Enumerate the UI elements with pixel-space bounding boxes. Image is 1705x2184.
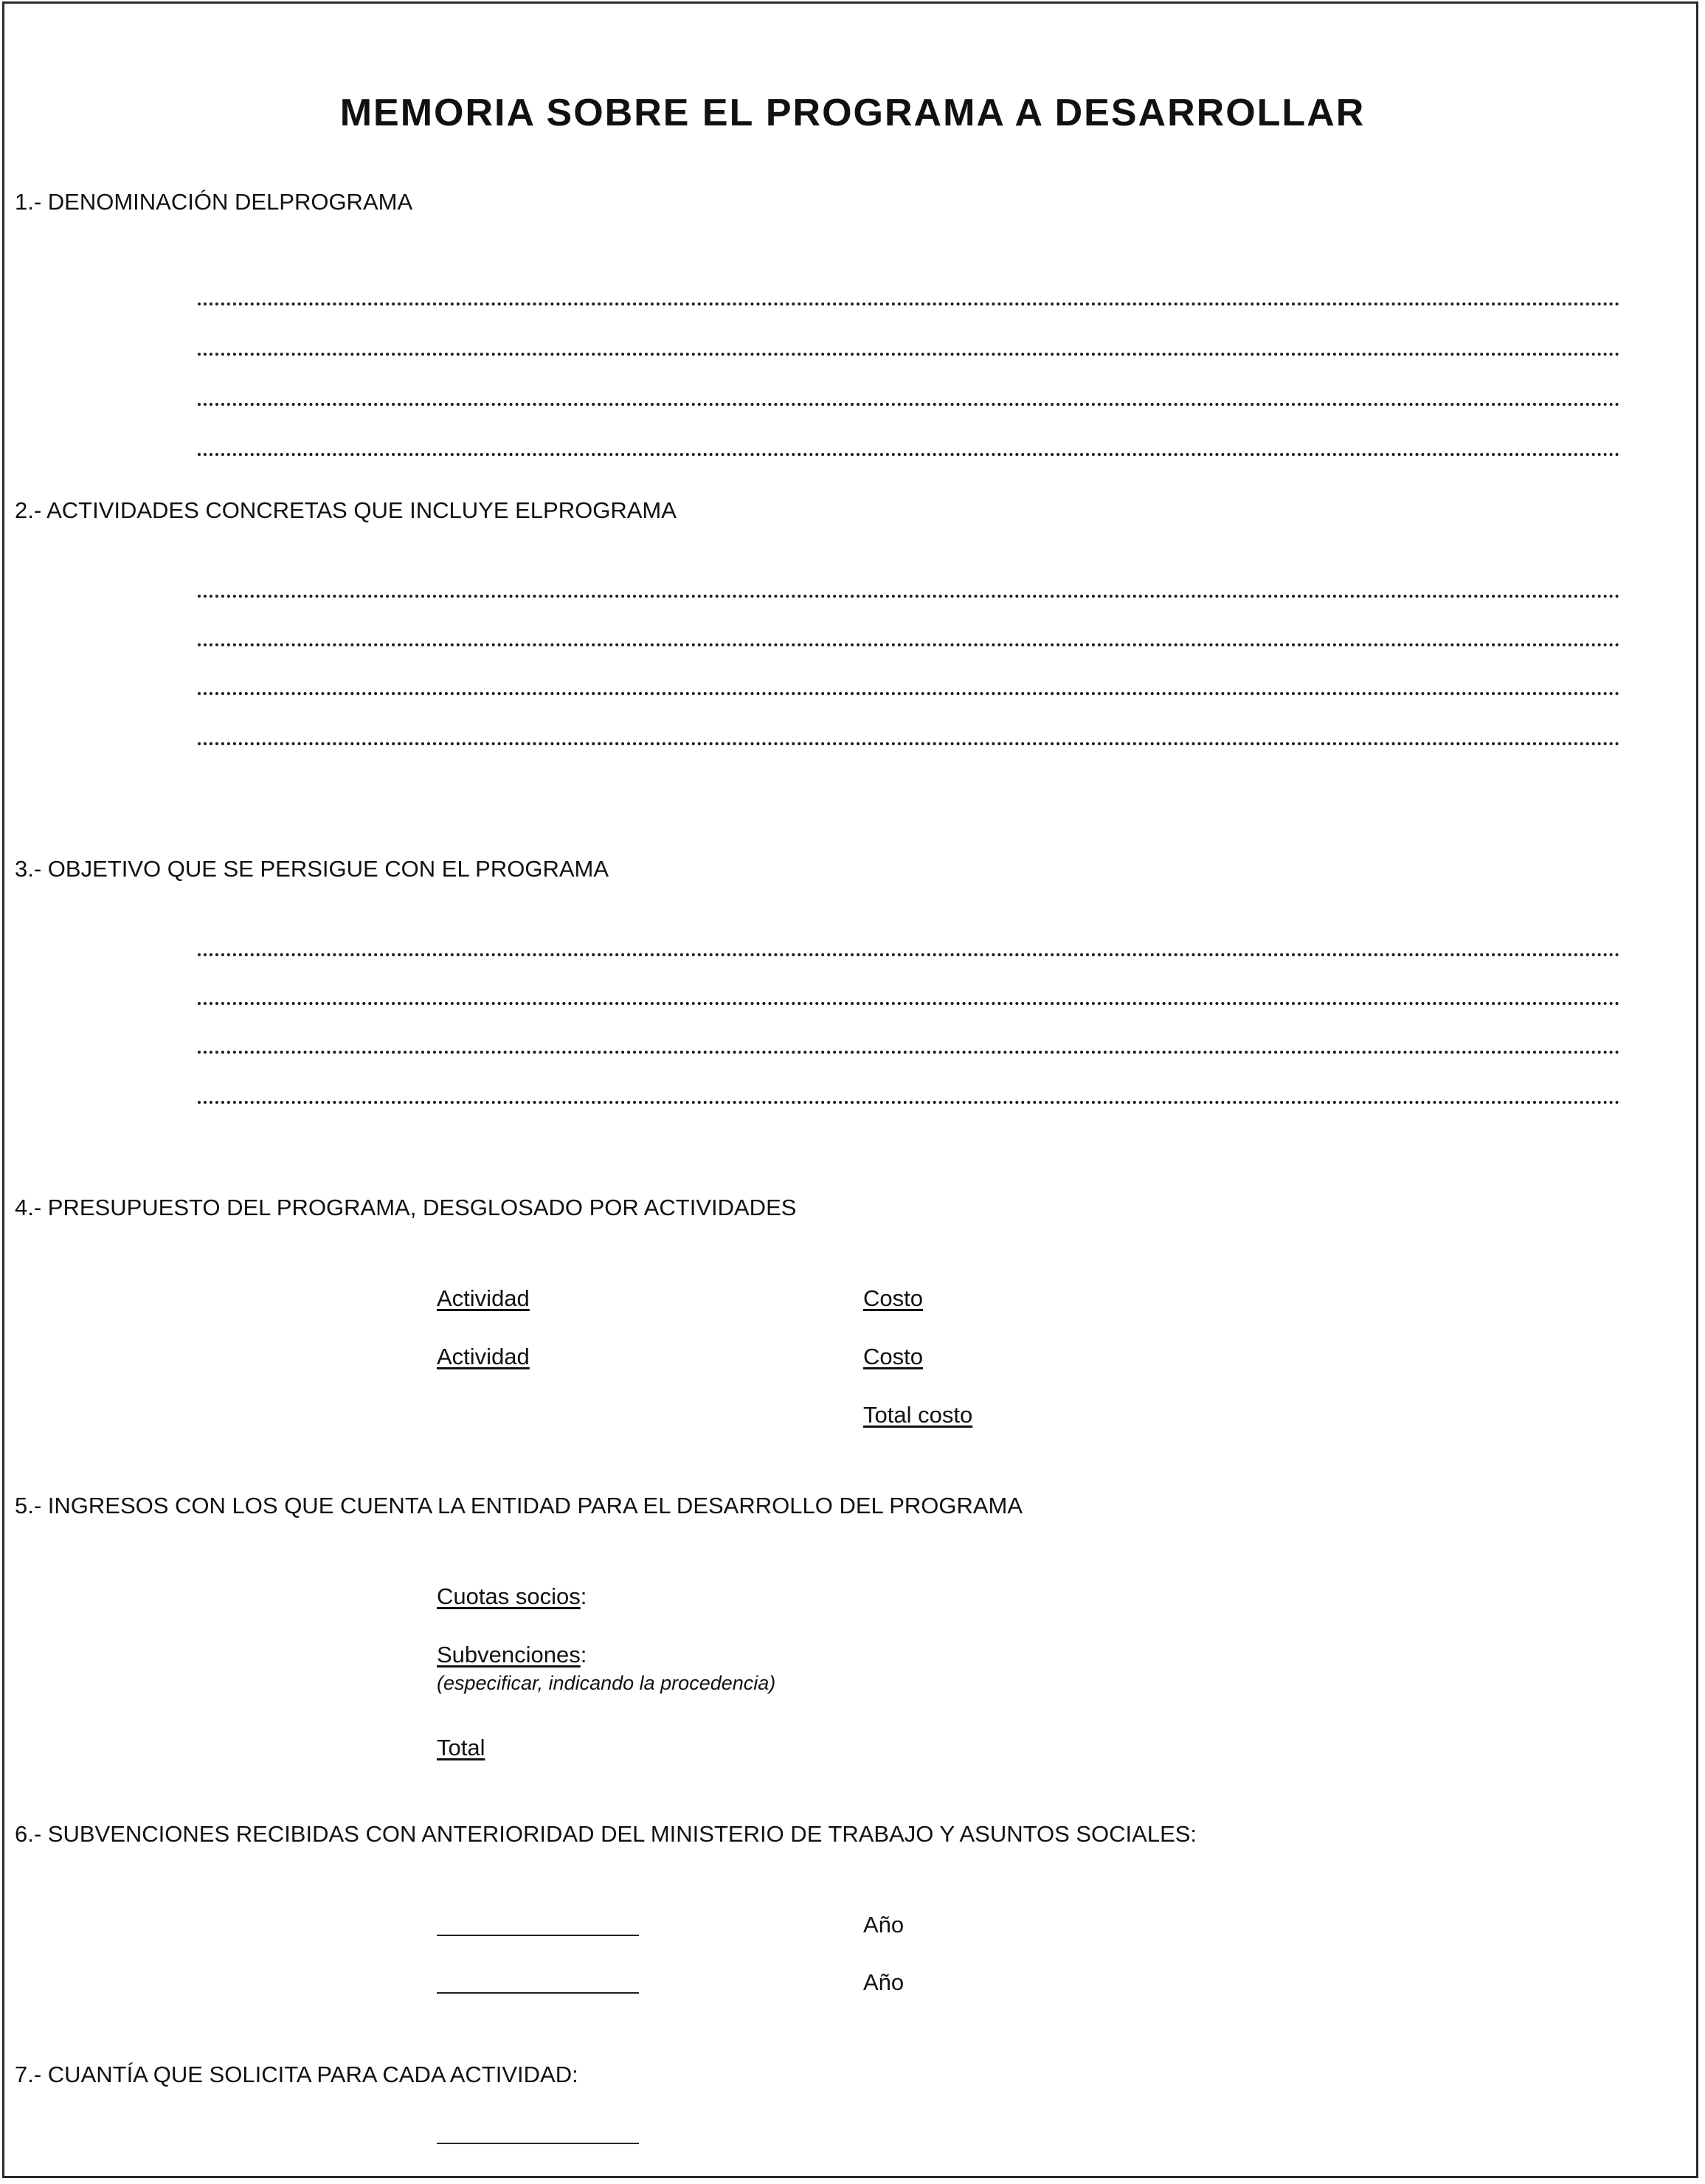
subvencion-amount-blank-1[interactable]	[437, 1935, 639, 1936]
section-2-line-1[interactable]	[198, 595, 1620, 598]
cost-label-1: Costo	[863, 1285, 923, 1311]
cost-label-2: Costo	[863, 1344, 923, 1369]
section-3-line-2[interactable]	[198, 1002, 1620, 1005]
section-2-line-4[interactable]	[198, 742, 1620, 745]
ingresos-total-label: Total	[437, 1735, 485, 1760]
activity-label-2: Actividad	[437, 1344, 530, 1369]
section-1-line-4[interactable]	[198, 453, 1620, 456]
cuantia-blank[interactable]	[437, 2143, 639, 2144]
section-3-line-4[interactable]	[198, 1101, 1620, 1104]
section-4-heading: 4.- PRESUPUESTO DEL PROGRAMA, DESGLOSADO POR ACTIVIDADES	[15, 1195, 797, 1220]
subvenciones-label: Subvenciones:	[437, 1642, 587, 1668]
section-2-heading: 2.- ACTIVIDADES CONCRETAS QUE INCLUYE ELPROGRAMA	[15, 497, 677, 523]
section-7-heading: 7.- CUANTÍA QUE SOLICITA PARA CADA ACTIVIDAD:	[15, 2062, 578, 2087]
form-border	[2, 1, 1698, 2178]
section-5-heading: 5.- INGRESOS CON LOS QUE CUENTA LA ENTIDAD PARA EL DESARROLLO DEL PROGRAMA	[15, 1493, 1023, 1518]
form-title: MEMORIA SOBRE EL PROGRAMA A DESARROLLAR	[339, 91, 1366, 134]
section-3-line-1[interactable]	[198, 953, 1620, 956]
section-2-line-3[interactable]	[198, 692, 1620, 695]
total-cost-label: Total costo	[863, 1402, 973, 1428]
subvencion-amount-blank-2[interactable]	[437, 1992, 639, 1994]
section-1-line-1[interactable]	[198, 303, 1620, 305]
section-6-heading: 6.- SUBVENCIONES RECIBIDAS CON ANTERIORIDAD DEL MINISTERIO DE TRABAJO Y ASUNTOS SOCIALES:	[15, 1821, 1197, 1847]
section-3-heading: 3.- OBJETIVO QUE SE PERSIGUE CON EL PROGRAMA	[15, 856, 609, 882]
activity-label-1: Actividad	[437, 1285, 530, 1311]
cuotas-socios-label: Cuotas socios:	[437, 1583, 587, 1609]
section-1-line-3[interactable]	[198, 403, 1620, 406]
section-1-line-2[interactable]	[198, 353, 1620, 356]
subvenciones-note: (especificar, indicando la procedencia)	[437, 1672, 776, 1694]
year-label-1: Año	[863, 1912, 905, 1938]
section-3-line-3[interactable]	[198, 1051, 1620, 1054]
section-2-line-2[interactable]	[198, 643, 1620, 646]
year-label-2: Año	[863, 1969, 905, 1995]
section-1-heading: 1.- DENOMINACIÓN DELPROGRAMA	[15, 189, 413, 215]
